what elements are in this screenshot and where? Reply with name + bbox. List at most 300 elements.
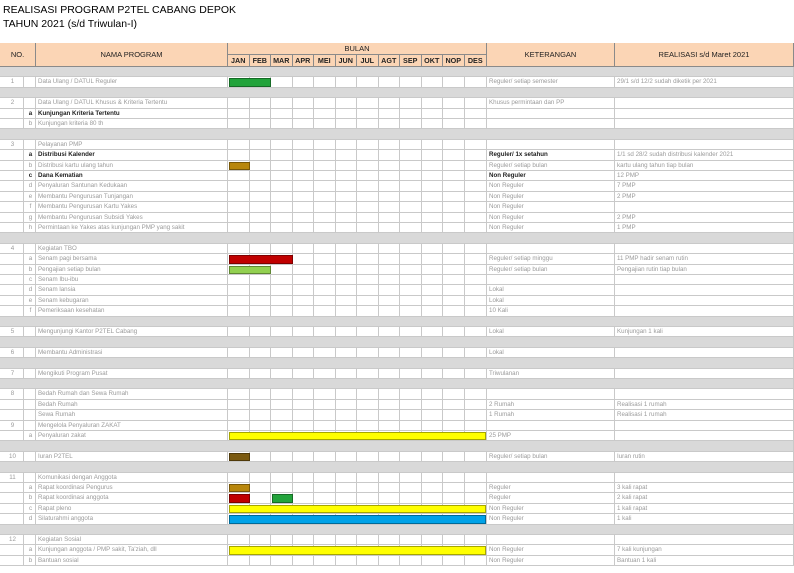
keterangan-cell[interactable]: Non Reguler [487,556,615,566]
month-cell[interactable] [465,285,488,295]
month-cell[interactable] [293,285,315,295]
month-cell[interactable] [357,109,379,119]
month-cell[interactable] [443,275,465,285]
row-number[interactable] [0,223,24,233]
realisasi-cell[interactable] [615,285,794,295]
row-sub-letter[interactable]: f [24,306,36,316]
row-sub-letter[interactable] [24,77,36,87]
month-cell[interactable] [465,109,488,119]
month-cell[interactable] [250,473,272,483]
program-name-cell[interactable]: Komunikasi dengan Anggota [36,473,228,483]
month-cell[interactable] [400,556,422,566]
program-name-cell[interactable]: Kunjungan anggota / PMP sakit, Ta'ziah, dll [36,545,228,555]
row-sub-letter[interactable]: d [24,181,36,191]
month-cell[interactable] [400,150,422,160]
month-cell[interactable] [443,327,465,337]
program-name-cell[interactable]: Senam lansia [36,285,228,295]
month-cell[interactable] [271,535,293,545]
month-cell[interactable] [422,161,444,171]
month-cell[interactable] [336,150,358,160]
row-number[interactable] [0,119,24,129]
month-cell[interactable] [443,556,465,566]
realisasi-cell[interactable]: Kunjungan 1 kali [615,327,794,337]
row-number[interactable]: 10 [0,452,24,462]
program-name-cell[interactable]: Rapat koordinasi Pengurus [36,483,228,493]
month-cell[interactable] [314,285,336,295]
header-realisasi[interactable]: REALISASI s/d Maret 2021 [615,43,794,67]
month-cell[interactable] [228,109,250,119]
month-cell[interactable] [271,77,293,87]
row-number[interactable]: 2 [0,98,24,108]
month-cell[interactable] [336,161,358,171]
month-cell[interactable] [228,296,250,306]
month-cell[interactable] [357,213,379,223]
month-cell[interactable] [357,171,379,181]
month-cell[interactable] [379,223,401,233]
month-cell[interactable] [271,161,293,171]
month-cell[interactable] [400,223,422,233]
month-cell[interactable] [357,192,379,202]
keterangan-cell[interactable]: Non Reguler [487,514,615,524]
program-name-cell[interactable]: Kunjungan Kriteria Tertentu [36,109,228,119]
month-cell[interactable] [357,556,379,566]
month-cell[interactable] [293,493,315,503]
month-cell[interactable] [400,452,422,462]
month-cell[interactable] [443,77,465,87]
month-cell[interactable] [336,98,358,108]
row-number[interactable]: 8 [0,389,24,399]
month-cell[interactable] [357,493,379,503]
month-cell[interactable] [379,452,401,462]
month-cell[interactable] [422,348,444,358]
month-cell[interactable] [357,421,379,431]
month-cell[interactable] [336,181,358,191]
month-cell[interactable] [465,473,488,483]
month-cell[interactable] [314,192,336,202]
row-number[interactable]: 9 [0,421,24,431]
row-number[interactable] [0,275,24,285]
row-sub-letter[interactable] [24,421,36,431]
month-cell[interactable] [293,421,315,431]
month-cell[interactable] [228,473,250,483]
header-bulan[interactable]: BULAN [228,43,487,55]
keterangan-cell[interactable]: Reguler/ setiap bulan [487,265,615,275]
month-cell[interactable] [379,493,401,503]
month-cell[interactable] [250,140,272,150]
month-cell[interactable] [228,140,250,150]
month-cell[interactable] [271,285,293,295]
month-header-sep[interactable]: SEP [400,55,422,67]
month-cell[interactable] [443,296,465,306]
row-number[interactable]: 6 [0,348,24,358]
realisasi-cell[interactable] [615,98,794,108]
month-cell[interactable] [228,285,250,295]
month-header-apr[interactable]: APR [293,55,315,67]
row-number[interactable]: 7 [0,369,24,379]
realisasi-cell[interactable]: Bantuan 1 kali [615,556,794,566]
month-cell[interactable] [400,140,422,150]
month-cell[interactable] [443,181,465,191]
month-cell[interactable] [400,254,422,264]
month-cell[interactable] [271,483,293,493]
month-cell[interactable] [400,119,422,129]
month-cell[interactable] [336,473,358,483]
month-cell[interactable] [379,140,401,150]
month-cell[interactable] [228,223,250,233]
month-cell[interactable] [271,213,293,223]
month-cell[interactable] [250,369,272,379]
month-cell[interactable] [465,493,488,503]
row-number[interactable] [0,514,24,524]
month-cell[interactable] [357,244,379,254]
month-cell[interactable] [357,161,379,171]
row-number[interactable] [0,400,24,410]
month-cell[interactable] [293,327,315,337]
keterangan-cell[interactable] [487,473,615,483]
program-name-cell[interactable]: Bedah Rumah [36,400,228,410]
row-sub-letter[interactable]: a [24,109,36,119]
program-name-cell[interactable]: Pelayanan PMP [36,140,228,150]
month-cell[interactable] [379,348,401,358]
month-cell[interactable] [422,119,444,129]
month-cell[interactable] [228,389,250,399]
realisasi-cell[interactable] [615,473,794,483]
month-cell[interactable] [400,77,422,87]
month-cell[interactable] [379,369,401,379]
month-cell[interactable] [379,213,401,223]
month-cell[interactable] [443,161,465,171]
month-cell[interactable] [250,171,272,181]
month-cell[interactable] [443,150,465,160]
month-cell[interactable] [293,223,315,233]
month-cell[interactable] [400,192,422,202]
month-cell[interactable] [443,369,465,379]
month-cell[interactable] [422,285,444,295]
month-cell[interactable] [271,171,293,181]
month-cell[interactable] [465,296,488,306]
month-cell[interactable] [271,223,293,233]
program-name-cell[interactable]: Bedah Rumah dan Sewa Rumah [36,389,228,399]
month-cell[interactable] [314,244,336,254]
month-cell[interactable] [379,119,401,129]
month-cell[interactable] [422,150,444,160]
month-cell[interactable] [379,150,401,160]
month-cell[interactable] [400,161,422,171]
month-cell[interactable] [336,327,358,337]
month-cell[interactable] [271,556,293,566]
month-cell[interactable] [422,535,444,545]
month-cell[interactable] [336,140,358,150]
month-cell[interactable] [465,556,488,566]
month-cell[interactable] [293,202,315,212]
month-cell[interactable] [443,98,465,108]
month-cell[interactable] [336,202,358,212]
month-cell[interactable] [357,348,379,358]
realisasi-cell[interactable] [615,535,794,545]
row-sub-letter[interactable]: d [24,285,36,295]
row-number[interactable] [0,504,24,514]
month-cell[interactable] [379,171,401,181]
row-sub-letter[interactable] [24,327,36,337]
keterangan-cell[interactable]: Non Reguler [487,545,615,555]
month-cell[interactable] [314,348,336,358]
month-cell[interactable] [293,109,315,119]
row-number[interactable] [0,483,24,493]
month-cell[interactable] [422,140,444,150]
keterangan-cell[interactable] [487,421,615,431]
month-cell[interactable] [228,535,250,545]
month-cell[interactable] [400,348,422,358]
month-cell[interactable] [336,369,358,379]
month-cell[interactable] [357,285,379,295]
program-name-cell[interactable]: Senam pagi bersama [36,254,228,264]
month-cell[interactable] [357,202,379,212]
keterangan-cell[interactable]: Reguler/ setiap minggu [487,254,615,264]
month-cell[interactable] [336,223,358,233]
month-cell[interactable] [314,296,336,306]
realisasi-cell[interactable] [615,119,794,129]
month-cell[interactable] [314,452,336,462]
month-cell[interactable] [443,306,465,316]
month-cell[interactable] [293,244,315,254]
month-cell[interactable] [422,265,444,275]
row-sub-letter[interactable] [24,535,36,545]
month-cell[interactable] [400,421,422,431]
month-cell[interactable] [443,452,465,462]
program-name-cell[interactable]: Data Ulang / DATUL Khusus & Kriteria Tertentu [36,98,228,108]
month-cell[interactable] [400,389,422,399]
row-sub-letter[interactable] [24,473,36,483]
month-cell[interactable] [314,369,336,379]
month-cell[interactable] [465,202,488,212]
month-cell[interactable] [228,275,250,285]
realisasi-cell[interactable] [615,202,794,212]
program-name-cell[interactable]: Rapat pleno [36,504,228,514]
realisasi-cell[interactable] [615,109,794,119]
month-cell[interactable] [271,98,293,108]
month-cell[interactable] [271,202,293,212]
month-cell[interactable] [336,306,358,316]
month-cell[interactable] [422,483,444,493]
month-cell[interactable] [336,119,358,129]
month-cell[interactable] [400,306,422,316]
month-cell[interactable] [314,213,336,223]
program-name-cell[interactable]: Membantu Administrasi [36,348,228,358]
month-cell[interactable] [314,327,336,337]
month-cell[interactable] [400,244,422,254]
row-number[interactable]: 1 [0,77,24,87]
row-sub-letter[interactable]: b [24,265,36,275]
month-cell[interactable] [357,98,379,108]
month-cell[interactable] [228,150,250,160]
month-cell[interactable] [422,296,444,306]
month-cell[interactable] [250,556,272,566]
month-header-mei[interactable]: MEI [314,55,336,67]
month-cell[interactable] [228,327,250,337]
realisasi-cell[interactable]: 3 kali rapat [615,483,794,493]
month-cell[interactable] [250,223,272,233]
month-cell[interactable] [422,109,444,119]
month-cell[interactable] [357,296,379,306]
month-header-jun[interactable]: JUN [336,55,358,67]
month-cell[interactable] [228,421,250,431]
month-cell[interactable] [379,265,401,275]
realisasi-cell[interactable]: 7 kali kunjungan [615,545,794,555]
month-cell[interactable] [314,400,336,410]
month-cell[interactable] [293,369,315,379]
month-cell[interactable] [314,421,336,431]
month-cell[interactable] [250,213,272,223]
row-number[interactable]: 12 [0,535,24,545]
keterangan-cell[interactable] [487,244,615,254]
realisasi-cell[interactable] [615,369,794,379]
realisasi-cell[interactable]: 1/1 sd 28/2 sudah distribusi kalender 2021 [615,150,794,160]
program-name-cell[interactable]: Membantu Pengurusan Tunjangan [36,192,228,202]
month-cell[interactable] [250,535,272,545]
row-number[interactable] [0,254,24,264]
month-cell[interactable] [379,192,401,202]
month-cell[interactable] [314,493,336,503]
keterangan-cell[interactable]: Reguler/ setiap semester [487,77,615,87]
month-cell[interactable] [314,98,336,108]
month-cell[interactable] [379,389,401,399]
row-number[interactable]: 4 [0,244,24,254]
month-cell[interactable] [250,98,272,108]
month-cell[interactable] [293,254,315,264]
keterangan-cell[interactable]: Non Reguler [487,192,615,202]
realisasi-cell[interactable] [615,421,794,431]
keterangan-cell[interactable]: Non Reguler [487,223,615,233]
program-name-cell[interactable]: Penyaluran zakat [36,431,228,441]
month-cell[interactable] [465,254,488,264]
month-cell[interactable] [465,77,488,87]
month-cell[interactable] [422,244,444,254]
month-cell[interactable] [336,244,358,254]
month-header-des[interactable]: DES [465,55,488,67]
month-cell[interactable] [250,181,272,191]
row-number[interactable] [0,285,24,295]
month-cell[interactable] [271,410,293,420]
month-cell[interactable] [336,296,358,306]
month-cell[interactable] [465,275,488,285]
month-cell[interactable] [443,421,465,431]
realisasi-cell[interactable] [615,275,794,285]
month-cell[interactable] [250,421,272,431]
month-cell[interactable] [379,473,401,483]
month-cell[interactable] [314,389,336,399]
month-cell[interactable] [465,452,488,462]
month-cell[interactable] [400,327,422,337]
row-number[interactable]: 5 [0,327,24,337]
month-cell[interactable] [228,348,250,358]
month-cell[interactable] [357,400,379,410]
month-cell[interactable] [293,77,315,87]
month-cell[interactable] [400,296,422,306]
month-cell[interactable] [400,535,422,545]
month-cell[interactable] [271,306,293,316]
month-cell[interactable] [400,369,422,379]
month-cell[interactable] [250,327,272,337]
row-sub-letter[interactable]: b [24,556,36,566]
realisasi-cell[interactable] [615,431,794,441]
month-cell[interactable] [422,400,444,410]
month-cell[interactable] [465,483,488,493]
keterangan-cell[interactable]: Reguler/ setiap bulan [487,161,615,171]
month-cell[interactable] [465,400,488,410]
month-cell[interactable] [400,410,422,420]
row-sub-letter[interactable]: a [24,254,36,264]
header-keterangan[interactable]: KETERANGAN [487,43,615,67]
row-sub-letter[interactable]: a [24,150,36,160]
month-cell[interactable] [357,452,379,462]
row-sub-letter[interactable]: a [24,483,36,493]
row-sub-letter[interactable]: g [24,213,36,223]
program-name-cell[interactable]: Pemeriksaan kesehatan [36,306,228,316]
month-cell[interactable] [314,556,336,566]
month-cell[interactable] [465,327,488,337]
row-number[interactable] [0,202,24,212]
keterangan-cell[interactable] [487,109,615,119]
month-cell[interactable] [422,452,444,462]
realisasi-cell[interactable]: Iuran rutin [615,452,794,462]
program-name-cell[interactable]: Rapat koordinasi anggota [36,493,228,503]
row-sub-letter[interactable]: a [24,545,36,555]
program-name-cell[interactable]: Membantu Pengurusan Subsidi Yakes [36,213,228,223]
month-cell[interactable] [228,181,250,191]
month-cell[interactable] [250,161,272,171]
program-name-cell[interactable]: Distribusi kartu ulang tahun [36,161,228,171]
row-sub-letter[interactable]: d [24,514,36,524]
month-cell[interactable] [357,275,379,285]
month-cell[interactable] [357,473,379,483]
month-cell[interactable] [271,400,293,410]
month-cell[interactable] [336,400,358,410]
row-sub-letter[interactable]: e [24,296,36,306]
month-cell[interactable] [228,119,250,129]
keterangan-cell[interactable]: 1 Rumah [487,410,615,420]
month-cell[interactable] [379,77,401,87]
row-number[interactable] [0,109,24,119]
month-cell[interactable] [228,400,250,410]
month-cell[interactable] [293,410,315,420]
month-cell[interactable] [465,421,488,431]
month-cell[interactable] [250,150,272,160]
month-cell[interactable] [465,244,488,254]
month-cell[interactable] [336,77,358,87]
month-cell[interactable] [271,348,293,358]
month-cell[interactable] [293,192,315,202]
month-cell[interactable] [422,369,444,379]
row-number[interactable] [0,545,24,555]
program-name-cell[interactable]: Kegiatan TBO [36,244,228,254]
month-cell[interactable] [336,109,358,119]
month-cell[interactable] [336,556,358,566]
month-cell[interactable] [422,223,444,233]
month-cell[interactable] [336,285,358,295]
month-cell[interactable] [465,140,488,150]
month-cell[interactable] [400,483,422,493]
month-cell[interactable] [314,109,336,119]
month-cell[interactable] [228,192,250,202]
row-sub-letter[interactable] [24,400,36,410]
month-cell[interactable] [336,389,358,399]
month-cell[interactable] [250,389,272,399]
month-cell[interactable] [271,181,293,191]
program-name-cell[interactable]: Iuran P2TEL [36,452,228,462]
month-cell[interactable] [379,98,401,108]
month-cell[interactable] [422,77,444,87]
month-cell[interactable] [422,192,444,202]
